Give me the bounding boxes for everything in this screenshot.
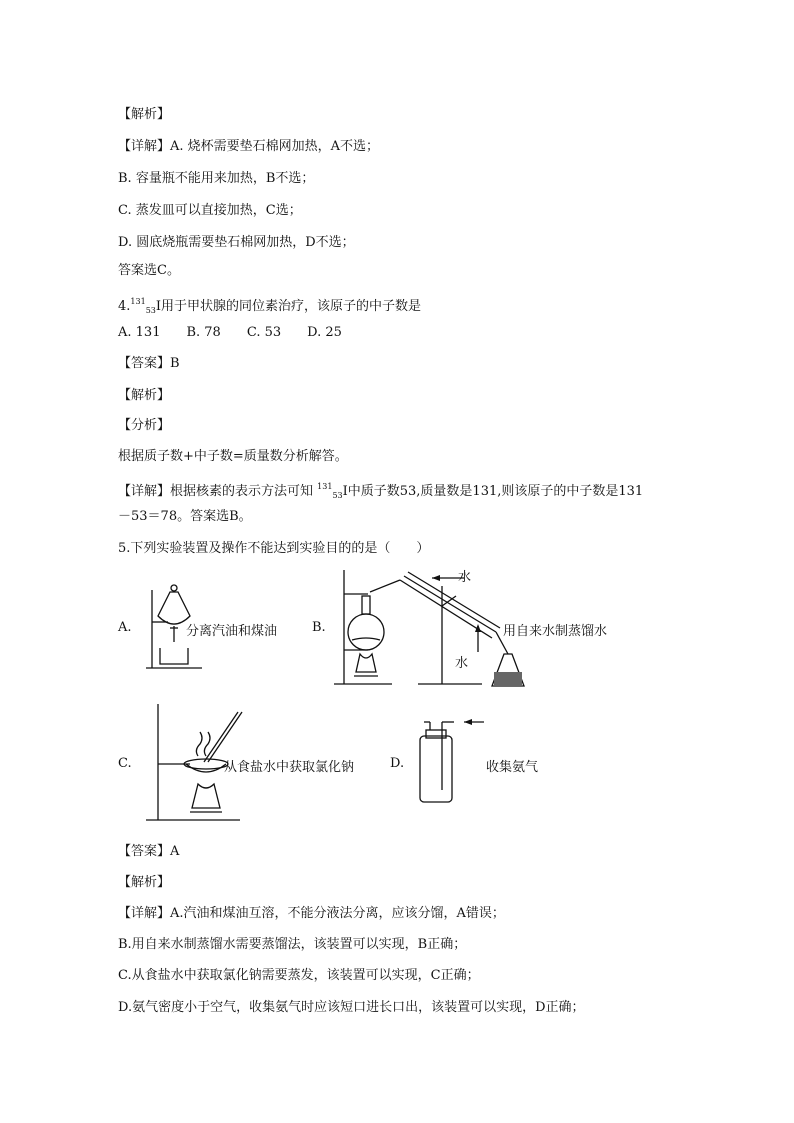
q4-analysis2-heading: 【分析】 <box>118 418 171 433</box>
water-out-label: 水 <box>458 570 472 585</box>
figure-d-caption: 收集氨气 <box>486 760 539 775</box>
q5-detail-d: D.氨气密度小于空气，收集氨气时应该短口进长口出，该装置可以实现，D正确； <box>118 1000 585 1015</box>
figure-a-caption: 分离汽油和煤油 <box>186 624 278 639</box>
figure-c <box>118 700 398 826</box>
q5-analysis-heading: 【解析】 <box>118 875 171 890</box>
analysis-heading: 【解析】 <box>118 107 171 122</box>
figure-d-letter: D. <box>390 756 405 771</box>
q4-detail-pre: 【详解】根据核素的表示方法可知 <box>118 484 314 499</box>
q5-detail-b: B.用自来水制蒸馏水需要蒸馏法，该装置可以实现，B正确； <box>118 937 467 952</box>
q4-answer: 【答案】B <box>118 356 180 371</box>
q5-detail-a: 【详解】A.汽油和煤油互溶，不能分液法分离，应该分馏，A错误； <box>118 906 505 921</box>
figure-b-caption: 用自来水制蒸馏水 <box>503 624 608 639</box>
q4-element-symbol: I <box>155 299 162 314</box>
q4-principle: 根据质子数+中子数=质量数分析解答。 <box>118 449 348 464</box>
q5-stem: 5.下列实验装置及操作不能达到实验目的的是（ ） <box>118 541 430 556</box>
q4-stem <box>118 293 421 320</box>
q4-options <box>118 324 368 342</box>
q4-mass-number: 131 <box>130 297 146 306</box>
q4-option-d: D. 25 <box>307 325 342 340</box>
q5-detail-c: C.从食盐水中获取氯化钠需要蒸发，该装置可以实现，C正确； <box>118 968 480 983</box>
q5-answer: 【答案】A <box>118 844 180 859</box>
q4-option-b: B. 78 <box>186 325 221 340</box>
figure-c-letter: C. <box>118 756 132 771</box>
q3-detail-a: 【详解】A. 烧杯需要垫石棉网加热，A不选； <box>118 139 380 154</box>
figure-b <box>312 566 642 690</box>
q4-detail-mass: 131 <box>317 482 333 491</box>
figure-d <box>390 720 590 810</box>
q4-detail-end: －53＝78。答案选B。 <box>118 509 252 524</box>
q4-atomic-number: 53 <box>145 306 156 315</box>
q4-detail-atomic: 53 <box>332 491 343 500</box>
q3-answer-note: 答案选C。 <box>118 263 180 278</box>
q4-option-c: C. 53 <box>246 325 282 340</box>
figure-b-letter: B. <box>312 620 326 635</box>
q4-number: 4. <box>118 299 131 314</box>
q4-stem-text: 用于甲状腺的同位素治疗，该原子的中子数是 <box>161 299 422 314</box>
q3-detail-d: D. 圆底烧瓶需要垫石棉网加热，D不选； <box>118 235 355 250</box>
figure-c-caption: 从食盐水中获取氯化钠 <box>224 760 355 775</box>
figure-a <box>118 580 318 680</box>
q4-detail-post: I中质子数53,质量数是131,则该原子的中子数是131 <box>342 484 644 499</box>
q4-option-a: A. 131 <box>118 325 161 340</box>
q4-detail <box>118 478 643 505</box>
q3-detail-c: C. 蒸发皿可以直接加热，C选； <box>118 203 302 218</box>
q3-detail-b: B. 容量瓶不能用来加热，B不选； <box>118 171 315 186</box>
q4-analysis-heading: 【解析】 <box>118 388 171 403</box>
figure-a-letter: A. <box>118 620 132 635</box>
water-in-label: 水 <box>455 656 469 671</box>
